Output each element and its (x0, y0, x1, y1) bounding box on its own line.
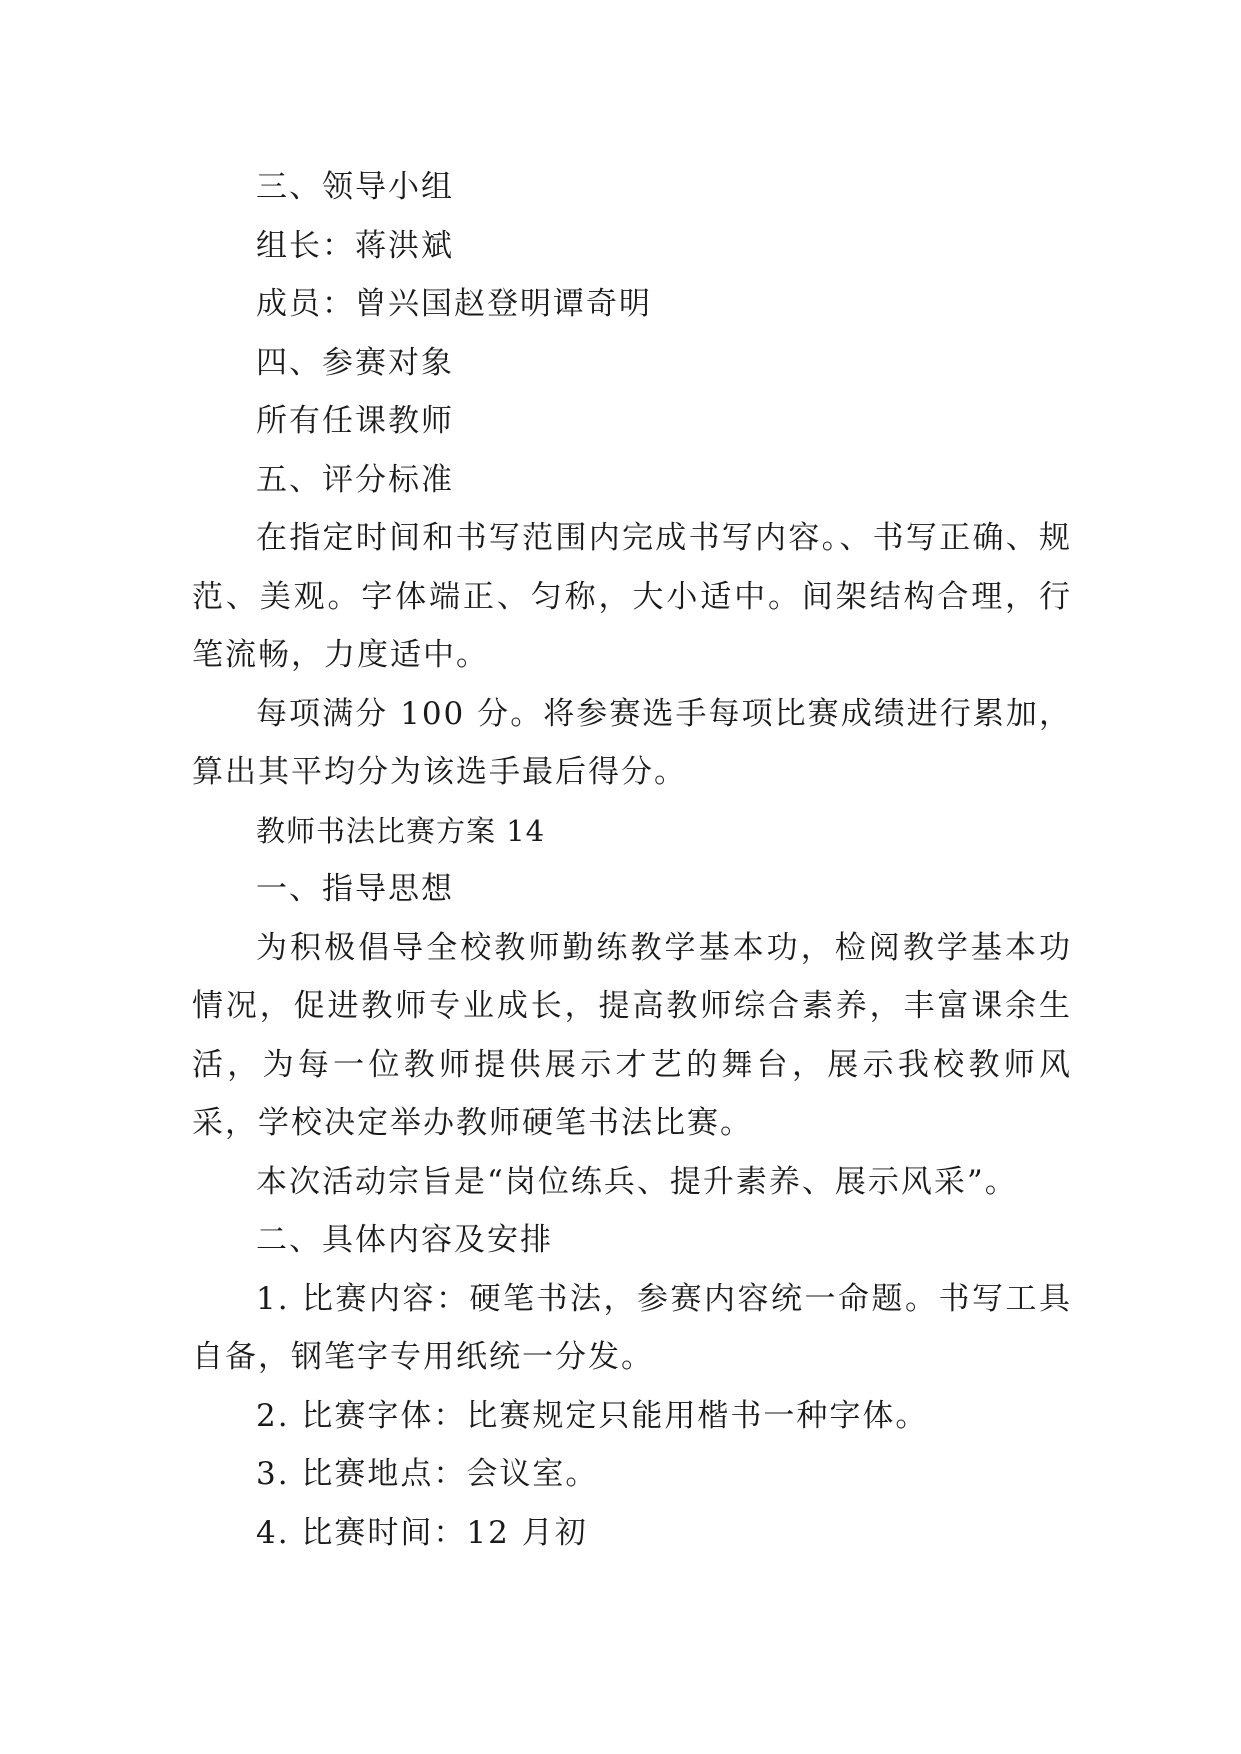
document-body (192, 158, 1072, 1562)
list-item-competition-content: 1. 比赛内容：硬笔书法，参赛内容统一命题。书写工具自备，钢笔字专用纸统一分发。 (192, 1280, 1072, 1375)
group-leader-line: 组长：蒋洪斌 (256, 227, 454, 264)
list-item-competition-time: 4. 比赛时间：12 月初 (256, 1514, 588, 1551)
section-heading-guiding-ideology: 一、指导思想 (256, 871, 454, 907)
plan-title: 教师书法比赛方案 14 (256, 813, 546, 848)
section-heading-scoring-standard: 五、评分标准 (256, 461, 454, 498)
activity-purpose-paragraph: 本次活动宗旨是“岗位练兵、提升素养、展示风采”。 (256, 1163, 1018, 1200)
scoring-method-paragraph: 每项满分 100 分。将参赛选手每项比赛成绩进行累加，算出其平均分为该选手最后得分。 (192, 695, 1072, 790)
group-members-line: 成员：曾兴国赵登明谭奇明 (256, 286, 652, 322)
section-heading-content-arrangement: 二、具体内容及安排 (256, 1222, 553, 1258)
scoring-requirements-paragraph: 在指定时间和书写范围内完成书写内容。、书写正确、规范、美观。字体端正、匀称，大小适中。间架结构合理，行笔流畅，力度适中。 (192, 520, 1072, 673)
section-heading-participants: 四、参赛对象 (256, 344, 454, 381)
list-item-competition-venue: 3. 比赛地点：会议室。 (256, 1456, 599, 1492)
guiding-ideology-paragraph: 为积极倡导全校教师勤练教学基本功，检阅教学基本功情况，促进教师专业成长，提高教师综合素养，丰富课余生活，为每一位教师提供展示才艺的舞台，展示我校教师风采，学校决定举办教师硬笔书法比赛。 (192, 929, 1072, 1141)
section-heading-leadership-group: 三、领导小组 (256, 169, 454, 205)
list-item-competition-font: 2. 比赛字体：比赛规定只能用楷书一种字体。 (256, 1397, 929, 1434)
participants-paragraph: 所有任课教师 (256, 403, 454, 439)
